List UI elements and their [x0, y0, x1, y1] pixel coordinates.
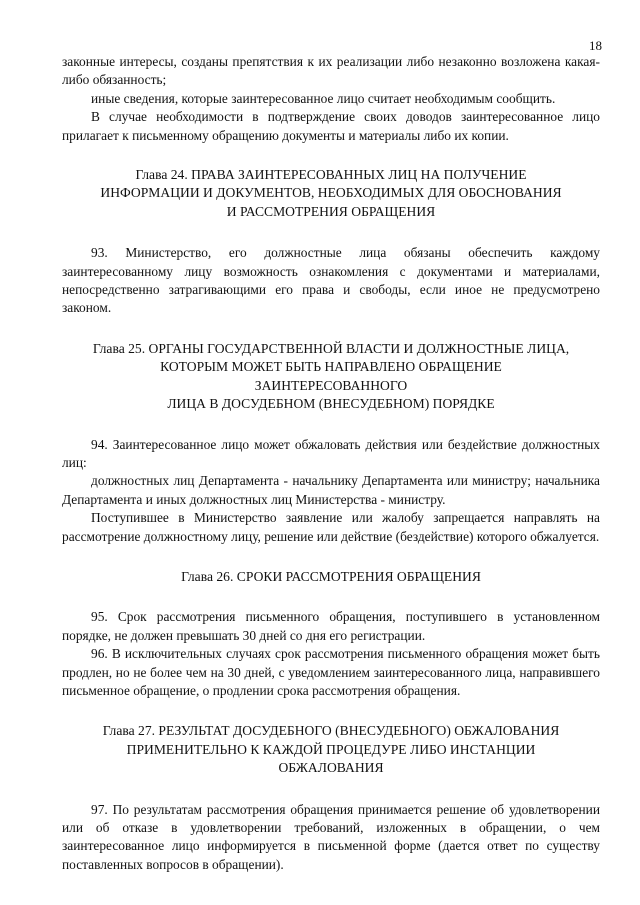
- chapter-27-heading: [62, 722, 600, 777]
- chapter-24-heading-line-3: И РАССМОТРЕНИЯ ОБРАЩЕНИЯ: [226, 203, 436, 219]
- chapter-27-heading-line-1: Глава 27. РЕЗУЛЬТАТ ДОСУДЕБНОГО (ВНЕСУДЕБНОГО) ОБЖАЛОВАНИЯ: [102, 723, 560, 739]
- paragraph-93: 93. Министерство, его должностные лица обязаны обеспечить каждому заинтересованному лицу возможность ознакомления с документами и материалами, непосредственно затрагивающими его права и свободы, если иное не предусмотрено законом.: [62, 245, 600, 316]
- intro-paragraph-1: законные интересы, созданы препятствия к их реализации либо незаконно возложена какая-либо обязанность;: [62, 54, 600, 88]
- chapter-26-heading: Глава 26. СРОКИ РАССМОТРЕНИЯ ОБРАЩЕНИЯ: [181, 568, 481, 584]
- page-number: 18: [589, 38, 602, 53]
- document-body: [62, 53, 600, 874]
- chapter-25-heading-line-2: КОТОРЫМ МОЖЕТ БЫТЬ НАПРАВЛЕНО ОБРАЩЕНИЕ: [160, 359, 502, 375]
- chapter-27-heading-line-3: ОБЖАЛОВАНИЯ: [278, 760, 384, 776]
- intro-paragraph-2: иные сведения, которые заинтересованное лицо считает необходимым сообщить.: [91, 90, 556, 106]
- paragraph-95: 95. Срок рассмотрения письменного обращения, поступившего в установленном порядке, не должен превышать 30 дней со дня его регистрации.: [62, 609, 600, 643]
- paragraph-94-restriction: Поступившее в Министерство заявление или жалобу запрещается направлять на рассмотрение должностному лицу, решение или действие (бездействие) которого обжалуется.: [62, 510, 600, 544]
- chapter-25-heading: [62, 340, 600, 414]
- chapter-27-heading-line-2: ПРИМЕНИТЕЛЬНО К КАЖДОЙ ПРОЦЕДУРЕ ЛИБО ИНСТАНЦИИ: [126, 741, 536, 757]
- paragraph-94-appeal-targets: должностных лиц Департамента - начальнику Департамента или министру; начальника Департамента и иных должностных лиц Министерства - министру.: [62, 473, 600, 507]
- chapter-24-heading-line-1: Глава 24. ПРАВА ЗАИНТЕРЕСОВАННЫХ ЛИЦ НА ПОЛУЧЕНИЕ: [135, 167, 527, 183]
- chapter-24-heading: [62, 166, 600, 221]
- paragraph-96: 96. В исключительных случаях срок рассмотрения письменного обращения может быть продлен, но не более чем на 30 дней, с уведомлением заинтересованного лица, направившего письменное обращение, о продлении срока рассмотрения обращения.: [62, 646, 600, 698]
- chapter-25-heading-line-4: ЛИЦА В ДОСУДЕБНОМ (ВНЕСУДЕБНОМ) ПОРЯДКЕ: [167, 396, 495, 412]
- paragraph-97: 97. По результатам рассмотрения обращения принимается решение об удовлетворении или об отказе в удовлетворении требований, изложенных в обращении, о чем заинтересованное лицо информируется в письменной форме (дается ответ по существу поставленных вопросов в обращении).: [62, 801, 600, 872]
- paragraph-94: 94. Заинтересованное лицо может обжаловать действия или бездействие должностных лиц:: [62, 436, 600, 470]
- chapter-25-heading-line-1: Глава 25. ОРГАНЫ ГОСУДАРСТВЕННОЙ ВЛАСТИ И ДОЛЖНОСТНЫЕ ЛИЦА,: [92, 340, 570, 356]
- chapter-24-heading-line-2: ИНФОРМАЦИИ И ДОКУМЕНТОВ, НЕОБХОДИМЫХ ДЛЯ ОБОСНОВАНИЯ: [100, 185, 562, 201]
- chapter-25-heading-line-3: ЗАИНТЕРЕСОВАННОГО: [254, 377, 408, 393]
- intro-paragraph-3: В случае необходимости в подтверждение своих доводов заинтересованное лицо прилагает к письменному обращению документы и материалы либо их копии.: [62, 109, 600, 143]
